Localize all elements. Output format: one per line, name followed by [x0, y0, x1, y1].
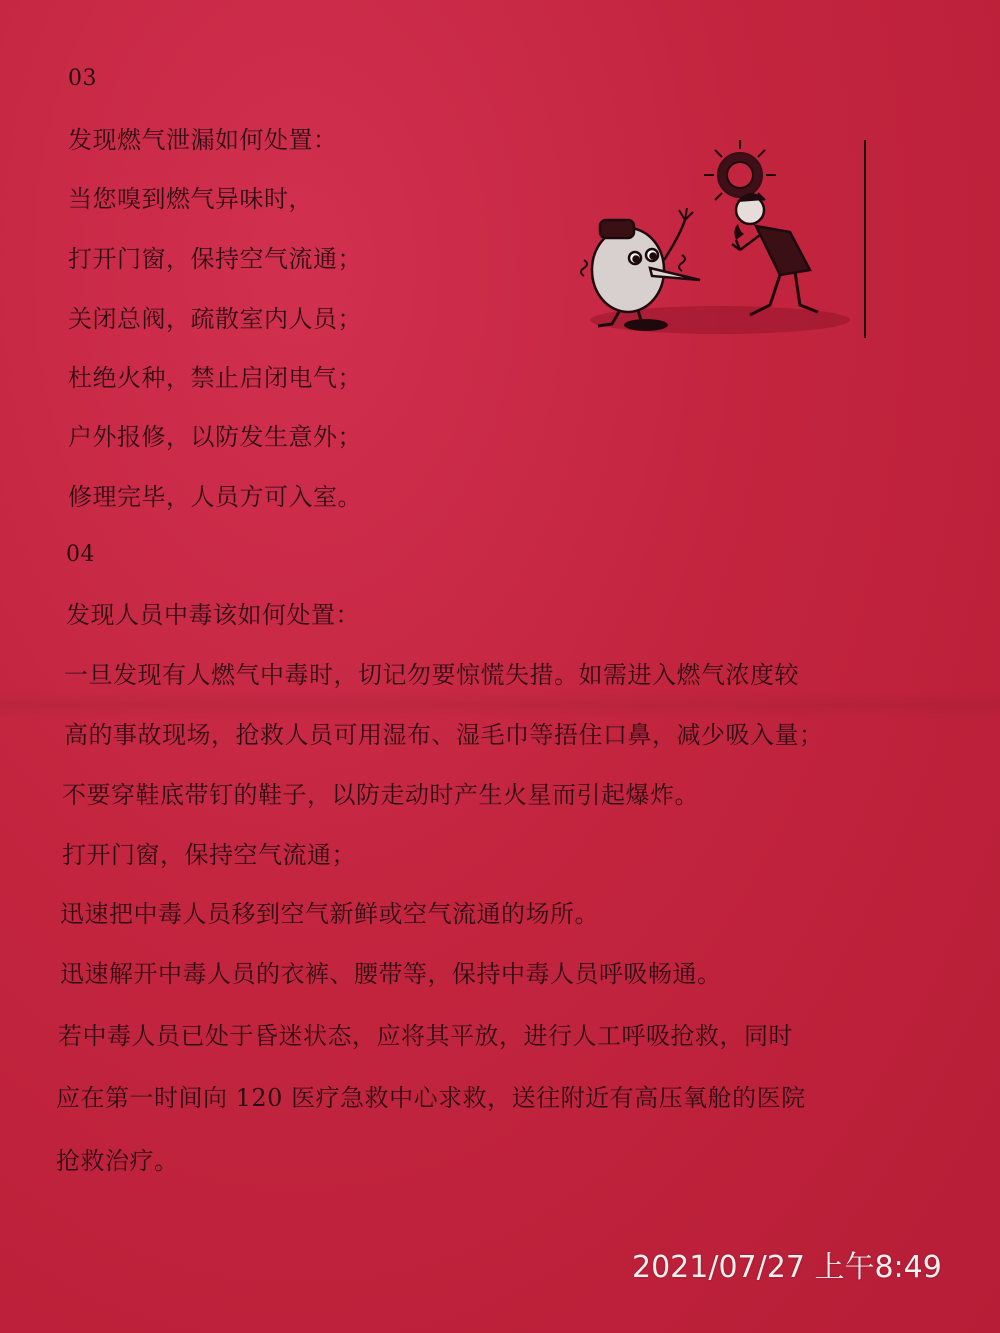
section-4-line: 抢救治疗。	[56, 1147, 179, 1175]
section-3-line: 打开门窗，保持空气流通；	[68, 245, 362, 273]
section-3-line: 杜绝火种，禁止启闭电气；	[68, 364, 362, 392]
section-3-line: 户外报修，以防发生意外；	[68, 423, 362, 451]
section-4-line: 不要穿鞋底带钉的鞋子，以防走动时产生火星而引起爆炸。	[62, 781, 699, 809]
section-4-number: 04	[66, 542, 95, 567]
section-3-heading: 发现燃气泄漏如何处置：	[68, 126, 338, 154]
section-3-number: 03	[68, 66, 97, 91]
section-4-line: 迅速解开中毒人员的衣裤、腰带等，保持中毒人员呼吸畅通。	[60, 960, 722, 988]
section-3-line: 修理完毕，人员方可入室。	[68, 483, 362, 511]
section-4-line: 打开门窗，保持空气流通；	[62, 841, 356, 869]
section-4-line: 高的事故现场，抢救人员可用湿布、湿毛巾等捂住口鼻，减少吸入量；	[64, 721, 824, 749]
section-4-heading: 发现人员中毒该如何处置：	[66, 601, 360, 629]
section-4-line: 一旦发现有人燃气中毒时，切记勿要惊慌失措。如需进入燃气浓度较	[64, 661, 799, 689]
section-4-line: 若中毒人员已处于昏迷状态，应将其平放，进行人工呼吸抢救，同时	[58, 1022, 793, 1050]
section-4-line: 应在第一时间向 120 医疗急救中心求救，送往附近有高压氧舱的医院	[56, 1084, 806, 1112]
section-3-line: 当您嗅到燃气异味时，	[68, 185, 313, 213]
photo-timestamp: 2021/07/27 上午8:49	[632, 1250, 942, 1285]
section-4-line: 迅速把中毒人员移到空气新鲜或空气流通的场所。	[60, 900, 599, 928]
section-3-line: 关闭总阀，疏散室内人员；	[68, 305, 362, 333]
gas-leak-cartoon-icon	[580, 140, 870, 340]
paper-fold-shadow	[0, 690, 1000, 720]
